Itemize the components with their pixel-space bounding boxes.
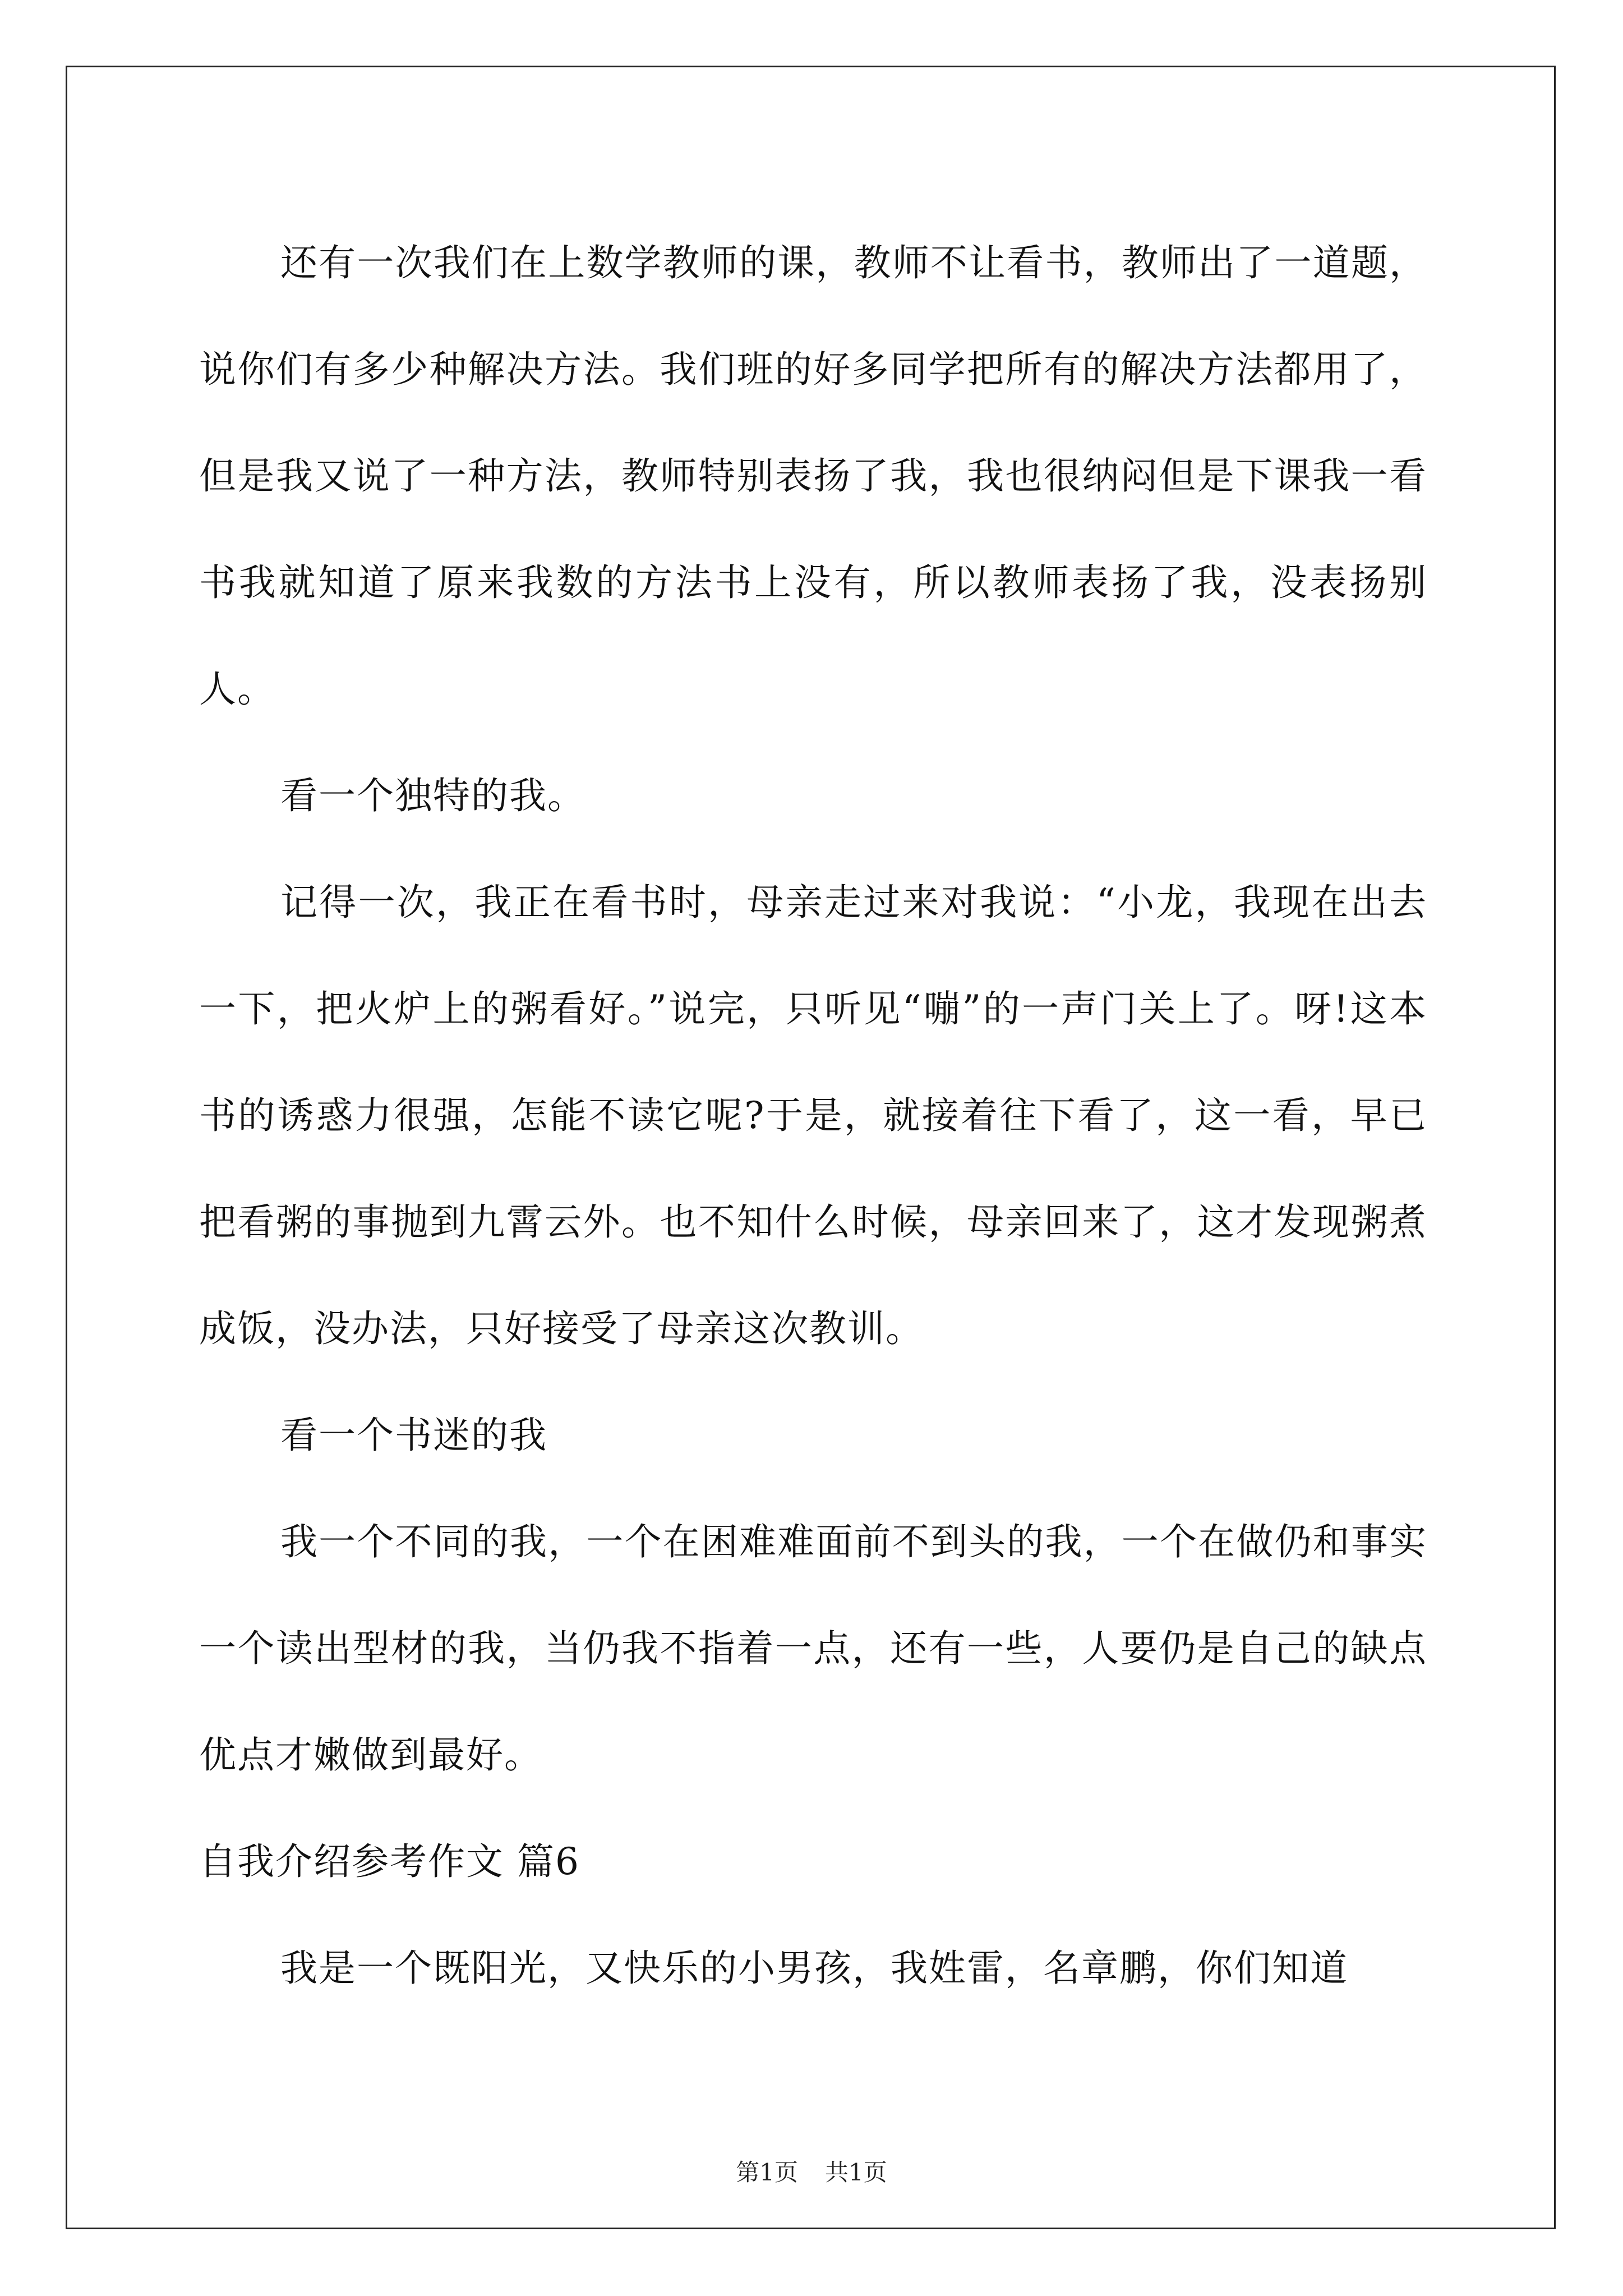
page-number-current: 第1页	[736, 2159, 798, 2186]
section-heading: 自我介绍参考作文 篇6	[199, 1840, 580, 1883]
paragraph-different-me: 我一个不同的我，一个在困难难面前不到头的我，一个在做仍和事实一个读出型材的我，当仍我不指着一点，还有一些，人要仍是自己的缺点优点才嫩做到最好。	[199, 1520, 1427, 1777]
paragraph-porridge-story: 记得一次，我正在看书时，母亲走过来对我说：“小龙，我现在出去一下，把火炉上的粥看好。”说完，只听见“嘣”的一声门关上了。呀!这本书的诱惑力很强，怎能不读它呢?于是，就接着往下看了，这一看，早已把看粥的事抛到九霄云外。也不知什么时候，母亲回来了，这才发现粥煮成饭，没办法，只好接受了母亲这次教训。	[199, 881, 1427, 1350]
document-body	[199, 210, 1427, 2022]
paragraph-unique-me: 看一个独特的我。	[280, 774, 585, 817]
page-footer	[0, 2156, 1623, 2189]
paragraph-bookworm-me: 看一个书迷的我	[280, 1414, 547, 1457]
paragraph-math-class: 还有一次我们在上数学教师的课，教师不让看书，教师出了一道题，说你们有多少种解决方法。我们班的好多同学把所有的解决方法都用了，但是我又说了一种方法，教师特别表扬了我，我也很纳闷但是下课我一看书我就知道了原来我数的方法书上没有，所以教师表扬了我，没表扬别人。	[199, 241, 1427, 711]
paragraph-sunny-boy: 我是一个既阳光，又快乐的小男孩，我姓雷，名章鹏，你们知道	[280, 1947, 1348, 1990]
page-number-total: 共1页	[825, 2159, 887, 2186]
